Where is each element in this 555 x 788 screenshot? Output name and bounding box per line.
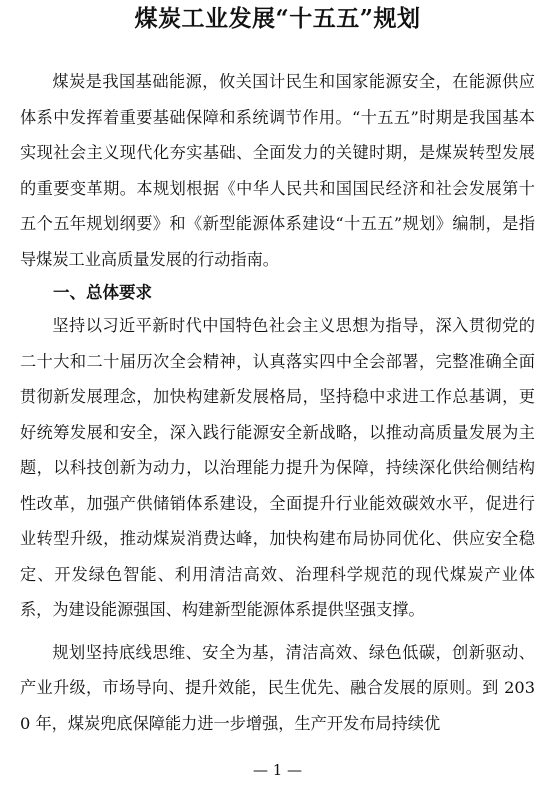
page-number: — 1 — xyxy=(252,761,303,779)
document-title: 煤炭工业发展“十五五”规划 xyxy=(134,5,421,32)
intro-paragraph: 煤炭是我国基础能源，攸关国计民生和国家能源安全，在能源供应体系中发挥着重要基础保障和系统调节作用。“十五五”时期是我国基本实现社会主义现代化夯实基础、全面发力的关键时期，是煤炭转型发展的重要变革期。本规划根据《中华人民共和国国民经济和社会发展第十五个五年规划纲要》和《新型能源体系建设“十五五”规划》编制，是指导煤炭工业高质量发展的行动指南。 xyxy=(20,72,535,269)
paragraph-gap xyxy=(20,628,535,635)
section-heading: 一、总体要求 xyxy=(53,283,152,302)
document-body xyxy=(20,64,535,741)
body-paragraph-1: 坚持以习近平新时代中国特色社会主义思想为指导，深入贯彻党的二十大和二十届历次全会精神，认真落实四中全会部署，完整准确全面贯彻新发展理念，加快构建新发展格局，坚持稳中求进工作总基调，更好统筹发展和安全，深入践行能源安全新战略，以推动高质量发展为主题，以科技创新为动力，以治理能力提升为保障，持续深化供给侧结构性改革，加强产供储销体系建设，全面提升行业能效碳效水平，促进行业转型升级，推动煤炭消费达峰，加快构建布局协同优化、供应安全稳定、开发绿色智能、利用清洁高效、治理科学规范的现代煤炭产业体系，为建设能源强国、构建新型能源体系提供坚强支撑。 xyxy=(20,316,535,619)
body-paragraph-2: 规划坚持底线思维、安全为基，清洁高效、绿色低碳，创新驱动、产业升级，市场导向、提升效能，民生优先、融合发展的原则。到 2030 年，煤炭兜底保障能力进一步增强，生产开发布局持续优 xyxy=(20,642,535,733)
